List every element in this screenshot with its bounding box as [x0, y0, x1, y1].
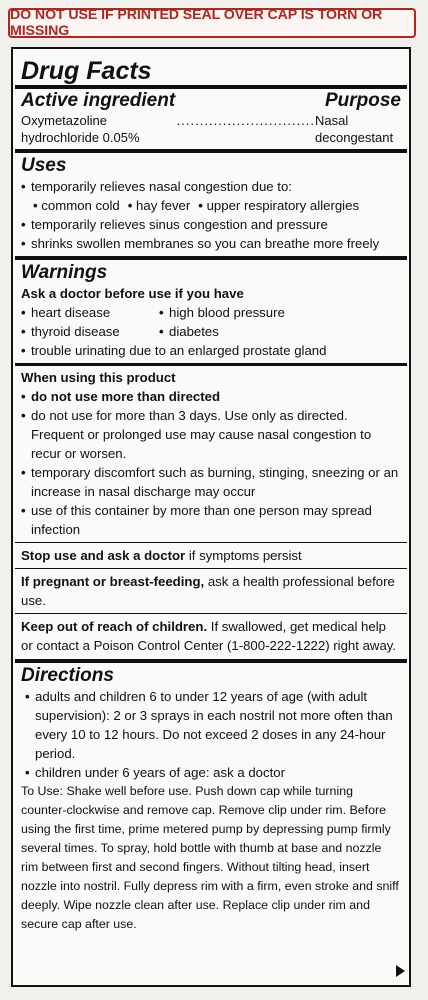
- list-item: heart disease: [31, 305, 111, 320]
- divider: [15, 363, 407, 366]
- ask-doctor-heading: Ask a doctor before use if you have: [21, 286, 244, 301]
- pregnancy-text: If pregnant or breast-feeding, ask a health professional before use.: [21, 574, 395, 608]
- active-ingredient-heading: Active ingredient: [21, 90, 176, 111]
- warnings-heading: Warnings: [21, 262, 108, 283]
- to-use-text: To Use: Shake well before use. Push down cap while turning counter-clockwise and remove cap. Remove clip under rim. Before using the first time, prime metered pump by depressing pump firmly several times. To spray, hold bottle with thumb at base and nozzle rim between first and second fingers. Without tilting head, insert nozzle into nostril. Fully depress rim with a firm, even stroke and sniff deeply. Wipe nozzle clean after use. Replace clip under rim and secure cap after use.: [21, 784, 399, 931]
- list-item: • do not use more than directed: [21, 389, 221, 404]
- active-ingredient-row: [21, 112, 401, 146]
- keep-out-text: Keep out of reach of children. If swallowed, get medical help or contact a Poison Control Center (1-800-222-1222) right away.: [21, 619, 397, 653]
- list-item: • children under 6 years of age: ask a doctor: [25, 765, 285, 780]
- list-item: • do not use for more than 3 days. Use only as directed. Frequent or prolonged use may cause nasal congestion to recur or worsen.: [21, 408, 372, 461]
- purpose-heading: Purpose: [324, 90, 401, 111]
- list-item: high blood pressure: [169, 305, 285, 320]
- uses-heading: Uses: [21, 155, 67, 176]
- list-item: • temporarily relieves nasal congestion due to:: [21, 179, 292, 194]
- divider: [15, 542, 407, 543]
- list-item: • upper respiratory allergies: [198, 198, 360, 213]
- list-item: • common cold: [33, 198, 120, 213]
- directions-heading: Directions: [21, 665, 114, 686]
- divider: [15, 256, 407, 260]
- active-ingredient-header: [21, 90, 401, 112]
- divider: [15, 85, 407, 89]
- list-item: • use of this container by more than one person may spread infection: [21, 503, 372, 537]
- dot-leader: ..............................: [176, 113, 316, 128]
- conditions-row: • thyroid disease • diabetes: [21, 324, 219, 339]
- list-item: • trouble urinating due to an enlarged prostate gland: [21, 343, 327, 358]
- seal-warning: DO NOT USE IF PRINTED SEAL OVER CAP IS TORN OR MISSING: [8, 8, 416, 38]
- continue-arrow-icon: [396, 965, 405, 977]
- drug-facts-panel: [11, 47, 411, 987]
- stop-use-text: Stop use and ask a doctor if symptoms persist: [21, 548, 302, 563]
- list-item: diabetes: [169, 324, 219, 339]
- ingredient-purpose: Nasal decongestant: [315, 113, 394, 145]
- conditions-row: • heart disease • high blood pressure: [21, 305, 285, 320]
- list-item: • temporary discomfort such as burning, stinging, sneezing or an increase in nasal discharge may occur: [21, 465, 399, 499]
- divider: [15, 568, 407, 569]
- ingredient-name: Oxymetazoline hydrochloride 0.05%: [21, 113, 140, 145]
- list-item: • temporarily relieves sinus congestion and pressure: [21, 217, 328, 232]
- divider: [15, 659, 407, 663]
- divider: [15, 149, 407, 153]
- causes-list: [21, 196, 401, 215]
- list-item: • shrinks swollen membranes so you can breathe more freely: [21, 236, 380, 251]
- when-using-heading: When using this product: [21, 370, 176, 385]
- list-item: thyroid disease: [31, 324, 120, 339]
- divider: [15, 613, 407, 614]
- list-item: • hay fever: [127, 198, 191, 213]
- page-title: Drug Facts: [21, 57, 152, 85]
- list-item: • adults and children 6 to under 12 years of age (with adult supervision): 2 or 3 sprays in each nostril not more often than every 10 to 12 hours. Do not exceed 2 doses in any 24-hour period.: [25, 689, 393, 761]
